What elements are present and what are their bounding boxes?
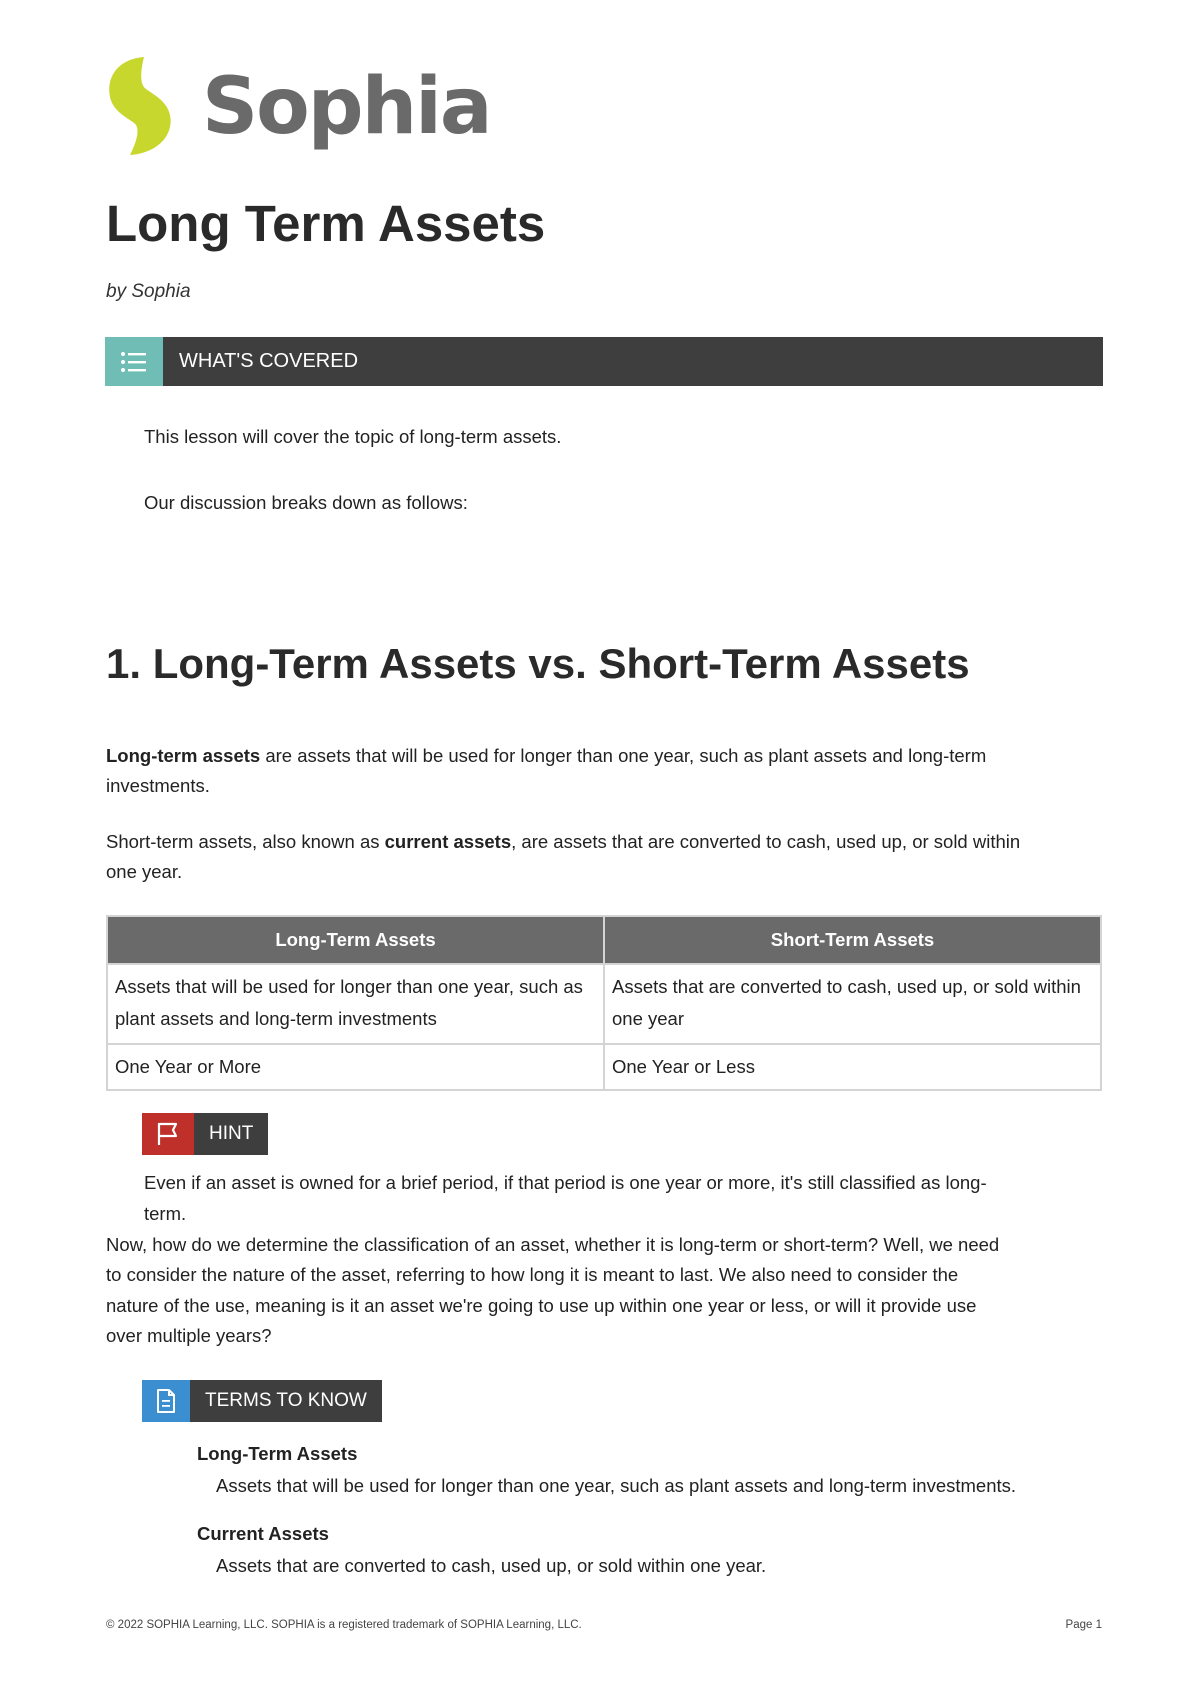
paragraph-short-term-line: one year. [106, 861, 183, 882]
terms-to-know-label: TERMS TO KNOW [190, 1380, 382, 1422]
whats-covered-banner [105, 337, 1103, 386]
table-header-cell: Short-Term Assets [604, 916, 1101, 964]
hint-badge [142, 1113, 268, 1155]
table-cell: Assets that are converted to cash, used up, or sold within one year [604, 964, 1101, 1044]
glossary-definition: Assets that will be used for longer than one year, such as plant assets and long-term investments. [216, 1475, 1017, 1496]
page-title: Long Term Assets [106, 195, 546, 252]
glossary-term: Current Assets [197, 1523, 329, 1544]
list-icon [105, 337, 163, 386]
terms-to-know-badge [142, 1380, 382, 1422]
hint-text: Even if an asset is owned for a brief period, if that period is one year or more, it's still classified as long- [144, 1172, 987, 1193]
footer-copyright: © 2022 SOPHIA Learning, LLC. SOPHIA is a registered trademark of SOPHIA Learning, LLC. [106, 1619, 582, 1631]
sophia-logo [104, 55, 491, 159]
table-cell: Assets that will be used for longer than one year, such as plant assets and long-term investments [107, 964, 604, 1044]
paragraph-short-term-line: Short-term assets, also known as current assets, are assets that are converted to cash, used up, or sold within [106, 831, 1021, 852]
flag-icon [142, 1113, 194, 1155]
paragraph-long-term-line: investments. [106, 775, 210, 796]
byline: by Sophia [106, 281, 191, 302]
table-row [107, 964, 1101, 1044]
paragraph-classification-line: Now, how do we determine the classification of an asset, whether it is long-term or short-term? Well, we need [106, 1234, 1000, 1255]
paragraph-classification-line: nature of the use, meaning is it an asset we're going to use up within one year or less, or will it provide use [106, 1295, 977, 1316]
comparison-table [106, 915, 1102, 1091]
paragraph-classification-line: over multiple years? [106, 1325, 272, 1346]
footer-page-number: Page 1 [1065, 1619, 1102, 1631]
paragraph-classification-line: to consider the nature of the asset, referring to how long it is meant to last. We also need to consider the [106, 1264, 959, 1285]
glossary-term: Long-Term Assets [197, 1443, 358, 1464]
table-cell: One Year or More [107, 1044, 604, 1090]
table-header-row [107, 916, 1101, 964]
sophia-wordmark: Sophia [202, 62, 491, 152]
table-row [107, 1044, 1101, 1090]
paragraph-long-term-line: Long-term assets are assets that will be used for longer than one year, such as plant assets and long-term [106, 745, 987, 766]
sophia-mark-icon [104, 55, 176, 159]
table-header-cell: Long-Term Assets [107, 916, 604, 964]
glossary-definition: Assets that are converted to cash, used up, or sold within one year. [216, 1555, 767, 1576]
hint-label: HINT [194, 1113, 268, 1155]
term-current-assets: current assets [384, 831, 512, 852]
intro-text: Our discussion breaks down as follows: [144, 492, 468, 513]
document-icon [142, 1380, 190, 1422]
term-long-term-assets: Long-term assets [106, 745, 261, 766]
section-heading: 1. Long-Term Assets vs. Short-Term Assets [106, 640, 970, 687]
intro-text: This lesson will cover the topic of long-term assets. [144, 426, 562, 447]
table-cell: One Year or Less [604, 1044, 1101, 1090]
hint-text: term. [144, 1203, 187, 1224]
whats-covered-label: WHAT'S COVERED [179, 350, 359, 372]
